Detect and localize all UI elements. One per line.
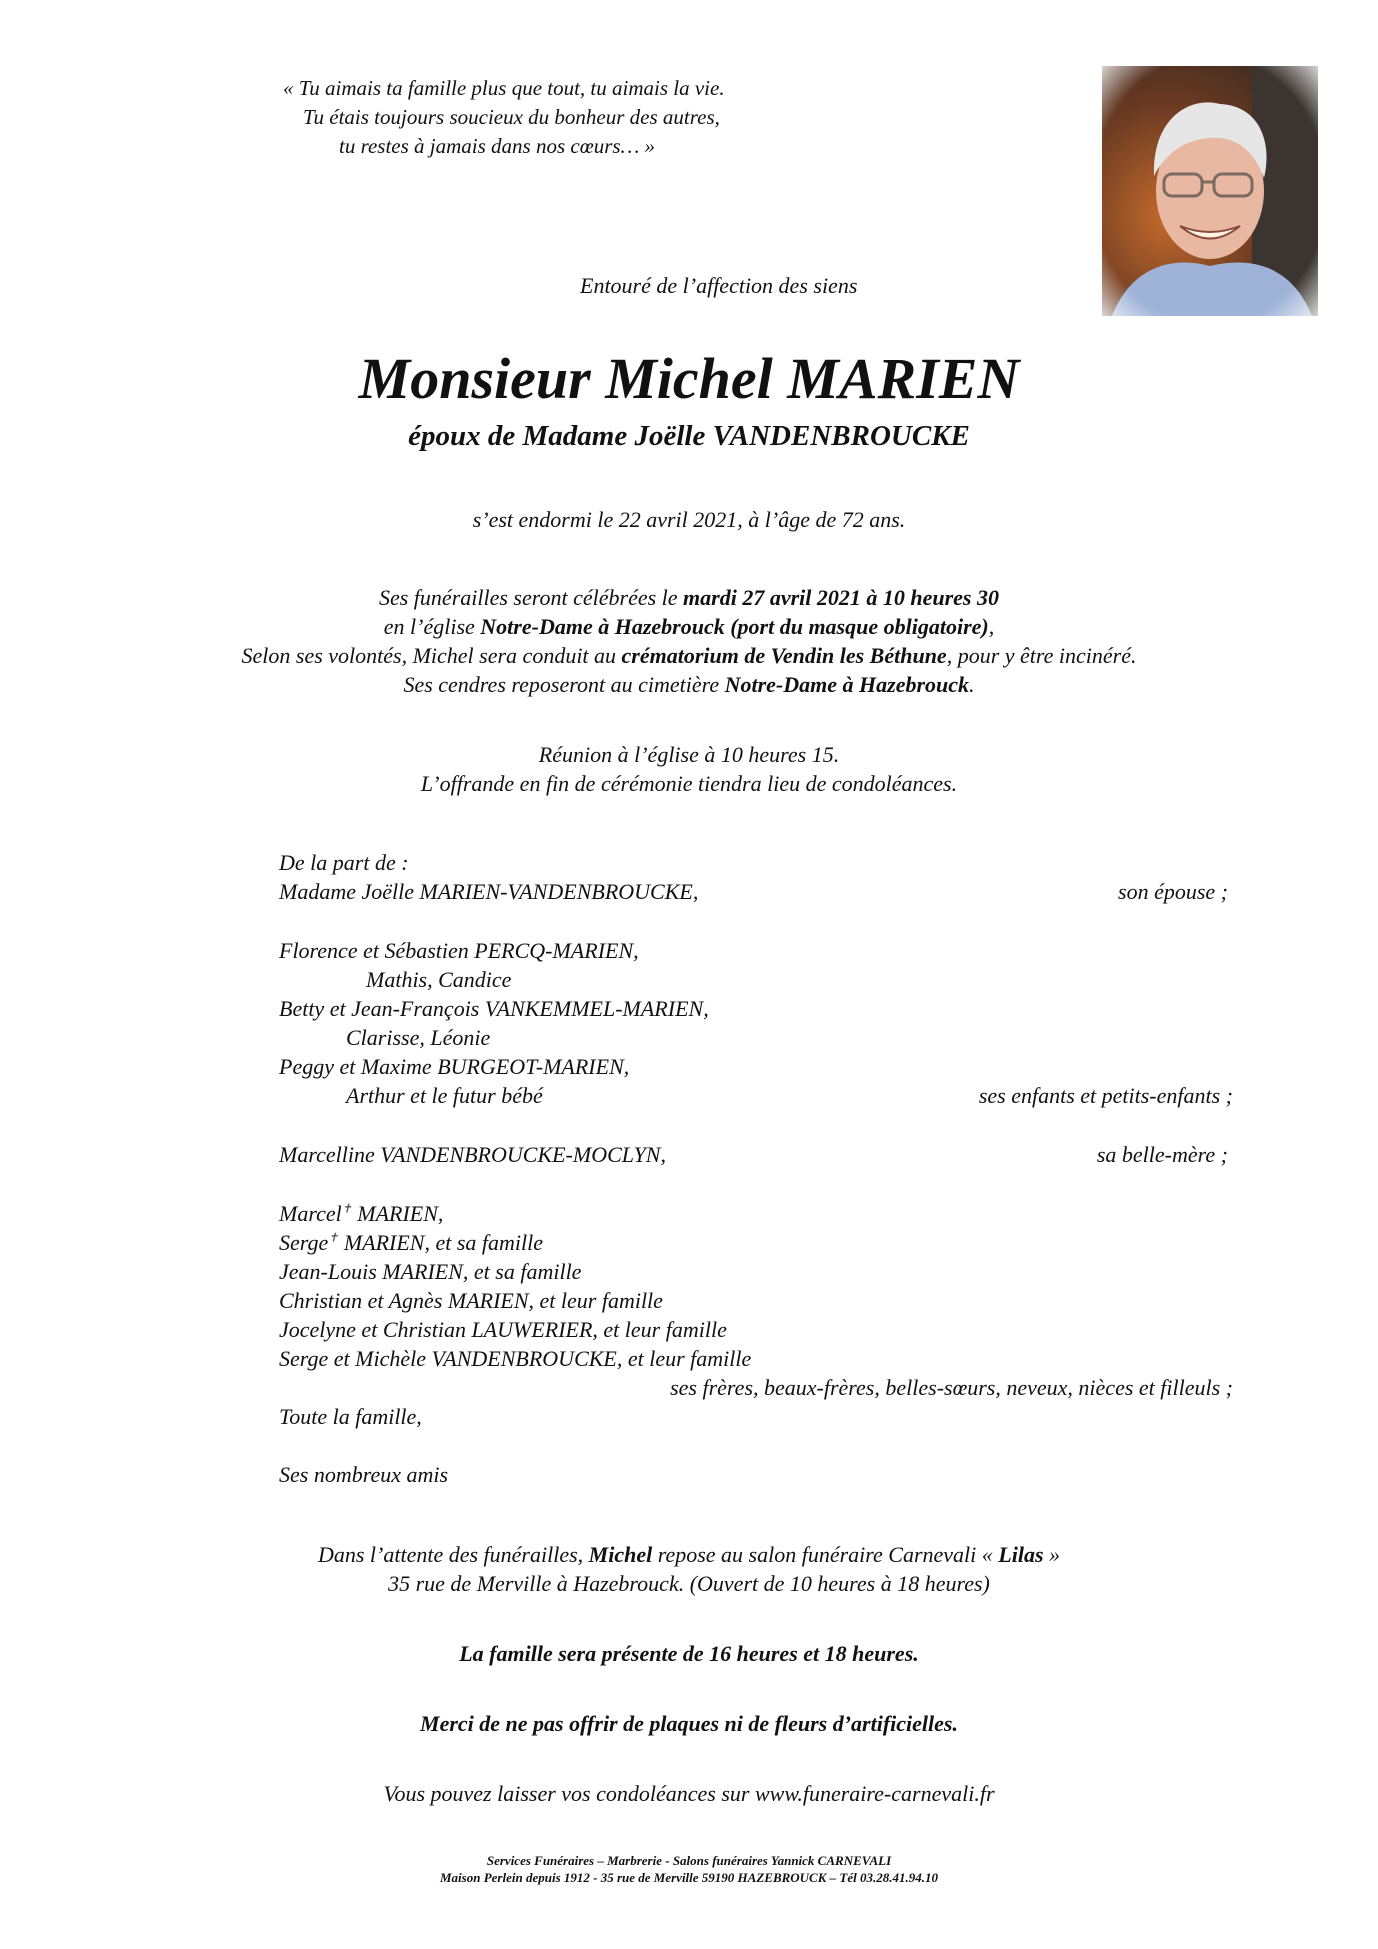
sibling-5: Jocelyne et Christian LAUWERIER, et leur famille (279, 1317, 727, 1342)
sibling-4: Christian et Agnès MARIEN, et leur famille (279, 1288, 663, 1313)
quote-line-1: « Tu aimais ta famille plus que tout, tu aimais la vie. (283, 76, 725, 100)
funeral-line-4 (0, 671, 1378, 699)
intro-text: Entouré de l’affection des siens (580, 273, 858, 298)
meeting-line-2: L’offrande en fin de cérémonie tiendra lieu de condoléances. (420, 771, 958, 796)
funeral-line-3 (0, 642, 1378, 670)
footer-line-1: Services Funéraires – Marbrerie - Salons funéraires Yannick CARNEVALI (486, 1853, 892, 1868)
wife-name: Madame Joëlle MARIEN-VANDENBROUCKE, (279, 879, 699, 904)
mother-in-law-role: sa belle-mère ; (1096, 1142, 1228, 1167)
rest-line-1 (0, 1541, 1378, 1569)
grandchildren-2: Clarisse, Léonie (346, 1025, 491, 1050)
mother-in-law-name: Marcelline VANDENBROUCKE-MOCLYN, (279, 1142, 666, 1167)
funeral-church: Notre-Dame à Hazebrouck (port du masque obligatoire) (480, 614, 989, 639)
no-flowers-notice: Merci de ne pas offrir de plaques ni de fleurs d’artificielles. (420, 1711, 958, 1736)
grandchildren-3: Arthur et le futur bébé (346, 1083, 543, 1108)
sibling-1-first: Marcel (279, 1201, 342, 1226)
salon-name: Lilas (998, 1542, 1044, 1567)
crematorium: crématorium de Vendin les Béthune (621, 643, 947, 668)
rest-line-1-end: » (1043, 1542, 1061, 1567)
funeral-line-3-text: Selon ses volontés, Michel sera conduit au (241, 643, 622, 668)
deceased-cross-icon: ✝ (328, 1230, 339, 1245)
quote-line-3: tu restes à jamais dans nos cœurs… » (339, 134, 655, 158)
funeral-line-4-end: . (969, 672, 975, 697)
funeral-line-1 (0, 584, 1378, 612)
sibling-3: Jean-Louis MARIEN, et sa famille (279, 1259, 582, 1284)
children-role: ses enfants et petits-enfants ; (978, 1083, 1233, 1108)
grandchildren-1: Mathis, Candice (366, 967, 512, 992)
funeral-line-2 (0, 613, 1378, 641)
child-2: Betty et Jean-François VANKEMMEL-MARIEN, (279, 996, 709, 1021)
condolences-notice: Vous pouvez laisser vos condoléances sur www.funeraire-carnevali.fr (383, 1781, 995, 1806)
sibling-1 (279, 1200, 443, 1228)
deceased-cross-icon: ✝ (341, 1201, 352, 1216)
portrait-photo (1102, 66, 1318, 316)
funeral-line-2-end: , (988, 614, 995, 639)
child-1: Florence et Sébastien PERCQ-MARIEN, (279, 938, 639, 963)
siblings-role: ses frères, beaux-frères, belles-sœurs, neveux, nièces et filleuls ; (670, 1375, 1233, 1400)
funeral-line-1-text: Ses funérailles seront célébrées le (378, 585, 684, 610)
meeting-line-1: Réunion à l’église à 10 heures 15. (538, 742, 840, 767)
sibling-2-first: Serge (279, 1230, 329, 1255)
funeral-line-3-end: , pour y être incinéré. (946, 643, 1137, 668)
from-label: De la part de : (279, 850, 409, 875)
quote-line-2: Tu étais toujours soucieux du bonheur des autres, (303, 105, 720, 129)
funeral-date: mardi 27 avril 2021 à 10 heures 30 (683, 585, 999, 610)
rest-line-1-text: Dans l’attente des funérailles, (317, 1542, 589, 1567)
rest-line-2: 35 rue de Merville à Hazebrouck. (Ouvert de 10 heures à 18 heures) (388, 1571, 990, 1596)
sibling-2-last: MARIEN, et sa famille (338, 1230, 544, 1255)
sibling-1-last: MARIEN, (351, 1201, 444, 1226)
presence-notice: La famille sera présente de 16 heures et 18 heures. (459, 1641, 919, 1666)
sibling-6: Serge et Michèle VANDENBROUCKE, et leur famille (279, 1346, 752, 1371)
funeral-line-4-text: Ses cendres reposeront au cimetière (403, 672, 725, 697)
wife-role: son épouse ; (1118, 879, 1228, 904)
sibling-2 (279, 1229, 543, 1257)
death-notice: s’est endormi le 22 avril 2021, à l’âge de 72 ans. (472, 507, 906, 532)
cemetery: Notre-Dame à Hazebrouck (724, 672, 970, 697)
all-family: Toute la famille, (279, 1404, 422, 1429)
deceased-name: Monsieur Michel MARIEN (358, 346, 1020, 411)
funeral-line-2-text: en l’église (383, 614, 481, 639)
footer-line-2: Maison Perlein depuis 1912 - 35 rue de Merville 59190 HAZEBROUCK – Tél 03.28.41.94.10 (440, 1870, 938, 1885)
friends: Ses nombreux amis (279, 1462, 449, 1487)
portrait-illustration (1102, 66, 1318, 316)
spouse-line: époux de Madame Joëlle VANDENBROUCKE (408, 420, 970, 452)
rest-name: Michel (588, 1542, 653, 1567)
child-3: Peggy et Maxime BURGEOT-MARIEN, (279, 1054, 630, 1079)
rest-line-1-mid: repose au salon funéraire Carnevali « (652, 1542, 999, 1567)
